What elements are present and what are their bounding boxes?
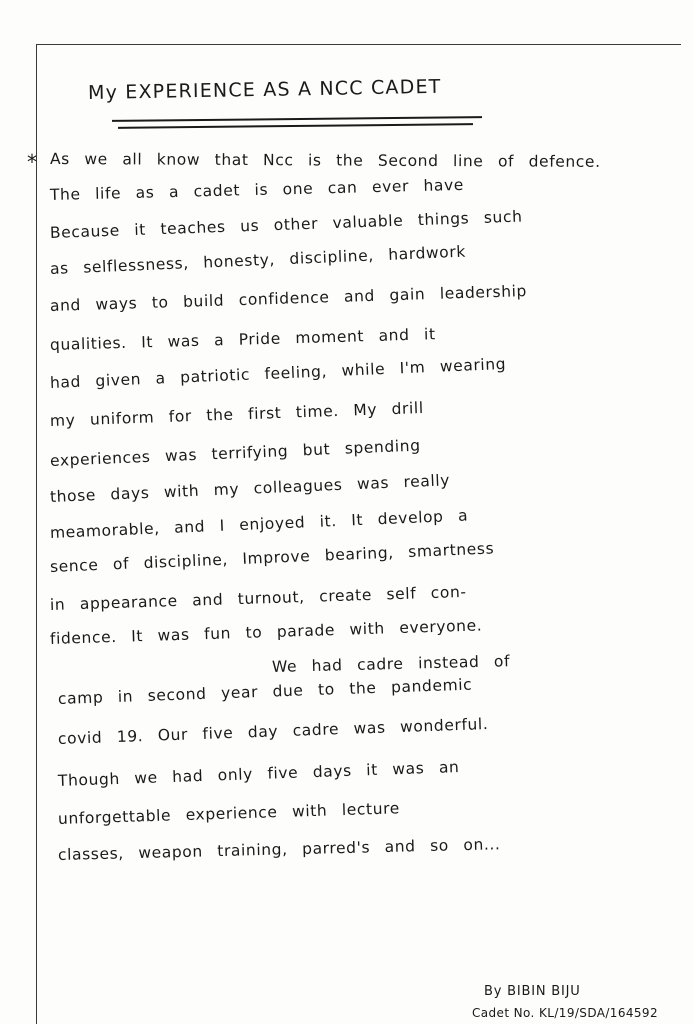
title-underline-second xyxy=(118,123,473,129)
text-line-10: those days with my colleagues was really xyxy=(49,471,451,506)
text-line-15: We had cadre instead of xyxy=(271,652,511,676)
text-line-3: Because it teaches us other valuable things such xyxy=(49,207,523,242)
text-line-6: qualities. It was a Pride moment and it xyxy=(49,325,436,354)
text-line-20: classes, weapon training, parred's and so on... xyxy=(57,835,501,864)
page-top-border xyxy=(36,44,681,45)
bullet-asterisk: * xyxy=(27,150,37,174)
text-line-11: meamorable, and I enjoyed it. It develop a xyxy=(49,506,469,542)
text-line-8: my uniform for the first time. My drill xyxy=(49,398,425,430)
text-line-14: fidence. It was fun to parade with everyone. xyxy=(49,616,483,648)
text-line-9: experiences was terrifying but spending xyxy=(49,436,421,470)
text-line-2: The life as a cadet is one can ever have xyxy=(49,175,465,204)
text-line-16: camp in second year due to the pandemic xyxy=(57,675,473,708)
signature-cadet-number: Cadet No. KL/19/SDA/164592 xyxy=(472,1006,659,1020)
text-line-1: As we all know that Ncc is the Second line of defence. xyxy=(49,150,601,171)
text-line-4: as selflessness, honesty, discipline, hardwork xyxy=(49,242,467,278)
text-line-7: had given a patriotic feeling, while I'm wearing xyxy=(49,354,507,392)
title-underline xyxy=(112,116,482,122)
page-left-border xyxy=(36,44,37,1024)
signature-by-line: By BIBIN BIJU xyxy=(484,984,581,999)
text-line-19: unforgettable experience with lecture xyxy=(57,799,401,828)
essay-title: My EXPERIENCE AS A NCC CADET xyxy=(87,75,442,104)
text-line-5: and ways to build confidence and gain leadership xyxy=(49,282,528,315)
text-line-17: covid 19. Our five day cadre was wonderful. xyxy=(57,714,489,748)
text-line-12: sence of discipline, Improve bearing, smartness xyxy=(49,539,495,576)
text-line-18: Though we had only five days it was an xyxy=(57,757,460,790)
text-line-13: in appearance and turnout, create self con- xyxy=(49,582,467,614)
